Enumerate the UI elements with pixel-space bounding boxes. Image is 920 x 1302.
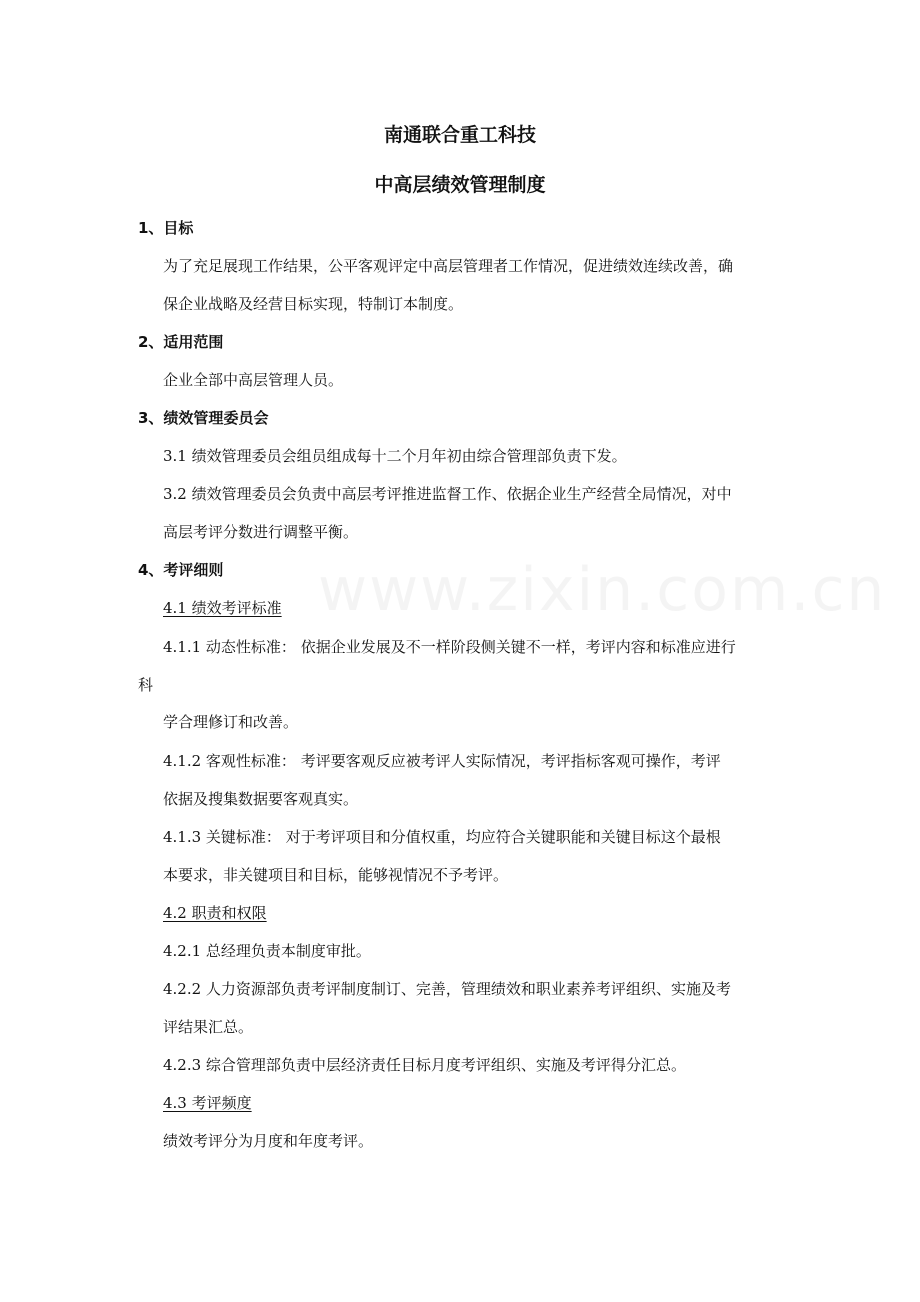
subsection-4-3-heading: 4.3 考评频度 — [163, 1094, 252, 1112]
clause-4-1-1-line: 科 — [138, 676, 154, 694]
section-2-heading: 2、适用范围 — [138, 333, 224, 351]
section-1-paragraph-line: 为了充足展现工作结果，公平客观评定中高层管理者工作情况，促进绩效连续改善，确 — [163, 257, 734, 275]
company-name: 南通联合重工科技 — [383, 124, 536, 146]
section-2-paragraph: 企业全部中高层管理人员。 — [163, 371, 344, 389]
clause-3-1: 3.1 绩效管理委员会组员组成每十二个月年初由综合管理部负责下发。 — [163, 447, 627, 465]
clause-4-1-1-line: 4.1.1 动态性标准： 依据企业发展及不一样阶段侧关键不一样，考评内容和标准应进行 — [163, 638, 736, 656]
clause-4-3-paragraph: 绩效考评分为月度和年度考评。 — [163, 1132, 374, 1150]
section-1-heading: 1、目标 — [138, 219, 194, 237]
clause-4-1-3-line: 本要求，非关键项目和目标，能够视情况不予考评。 — [163, 866, 509, 884]
subsection-4-2-heading: 4.2 职责和权限 — [163, 904, 267, 922]
clause-4-2-3: 4.2.3 综合管理部负责中层经济责任目标月度考评组织、实施及考评得分汇总。 — [163, 1056, 686, 1074]
watermark: www.zixin.com.cn — [318, 555, 887, 625]
clause-4-1-2-line: 4.1.2 客观性标准： 考评要客观反应被考评人实际情况，考评指标客观可操作，考评 — [163, 752, 721, 770]
subsection-4-1-heading: 4.1 绩效考评标准 — [163, 599, 282, 617]
clause-4-1-3-line: 4.1.3 关键标准： 对于考评项目和分值权重，均应符合关键职能和关键目标这个最根 — [163, 828, 721, 846]
section-4-heading: 4、考评细则 — [138, 561, 224, 579]
clause-4-1-1-line: 学合理修订和改善。 — [163, 713, 299, 731]
document-title: 中高层绩效管理制度 — [374, 174, 546, 196]
clause-4-1-2-line: 依据及搜集数据要客观真实。 — [163, 790, 359, 808]
clause-4-2-1: 4.2.1 总经理负责本制度审批。 — [163, 942, 371, 960]
section-1-paragraph-line: 保企业战略及经营目标实现，特制订本制度。 — [163, 295, 464, 313]
clause-4-2-2-line: 4.2.2 人力资源部负责考评制度制订、完善，管理绩效和职业素养考评组织、实施及考 — [163, 980, 731, 998]
clause-4-2-2-line: 评结果汇总。 — [163, 1018, 254, 1036]
section-3-heading: 3、绩效管理委员会 — [138, 409, 269, 427]
clause-3-2-line: 高层考评分数进行调整平衡。 — [163, 523, 359, 541]
clause-3-2-line: 3.2 绩效管理委员会负责中高层考评推进监督工作、依据企业生产经营全局情况，对中 — [163, 485, 732, 503]
